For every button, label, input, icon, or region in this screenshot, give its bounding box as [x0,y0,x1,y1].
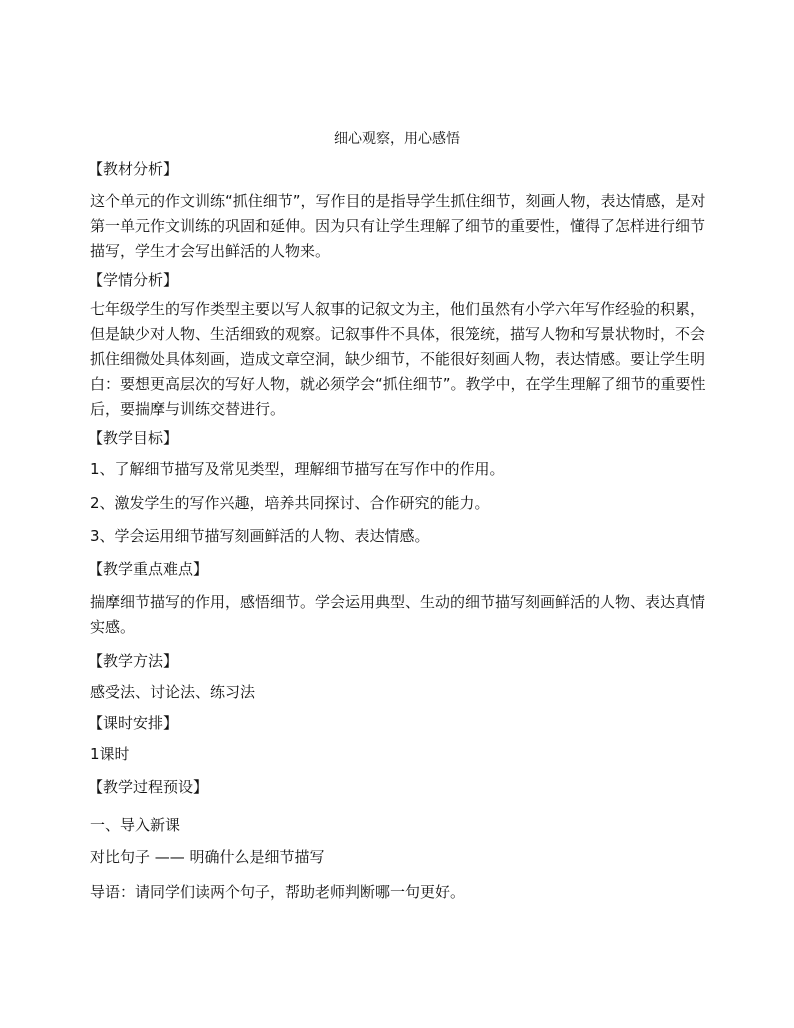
goal-item-3: 3、学会运用细节描写刻画鲜活的人物、表达情感。 [90,527,430,545]
heading-process: 【教学过程预设】 [88,778,209,796]
heading-textbook-analysis: 【教材分析】 [88,160,179,178]
goal-item-2: 2、激发学生的写作兴趣，培养共同探讨、合作研究的能力。 [90,494,490,512]
document-title: 细心观察，用心感悟 [334,131,460,147]
heading-student-analysis: 【学情分析】 [88,271,179,289]
schedule-text: 1课时 [90,745,130,763]
process-compare: 对比句子 —— 明确什么是细节描写 [90,848,325,866]
process-step-1: 一、导入新课 [90,816,181,834]
methods-text: 感受法、讨论法、练习法 [90,683,256,701]
paragraph-student-analysis: 七年级学生的写作类型主要以写人叙事的记叙文为主，他们虽然有小学六年写作经验的积累，但是缺少对人物、生活细致的观察。记叙事件不具体，很笼统，描写人物和写景状物时，不会抓住细微处具体刻画，造成文章空洞，缺少细节，不能很好刻画人物，表达情感。要让学生明白：要想更高层次的写好人物，就必须学会“抓住细节”。教学中，在学生理解了细节的重要性后，要揣摩与训练交替进行。 [90,300,706,418]
heading-teaching-goals: 【教学目标】 [88,429,179,447]
paragraph-textbook-analysis: 这个单元的作文训练“抓住细节”，写作目的是指导学生抓住细节，刻画人物，表达情感，是对第一单元作文训练的巩固和延伸。因为只有让学生理解了细节的重要性，懂得了怎样进行细节描写，学生才会写出鲜活的人物来。 [90,192,706,260]
heading-schedule: 【课时安排】 [88,714,179,732]
process-intro: 导语：请同学们读两个句子，帮助老师判断哪一句更好。 [90,883,466,901]
paragraph-key-points: 揣摩细节描写的作用，感悟细节。学会运用典型、生动的细节描写刻画鲜活的人物、表达真情实感。 [90,593,706,636]
heading-methods: 【教学方法】 [88,652,179,670]
heading-key-points: 【教学重点难点】 [88,560,209,578]
goal-item-1: 1、了解细节描写及常见类型，理解细节描写在写作中的作用。 [90,460,505,478]
